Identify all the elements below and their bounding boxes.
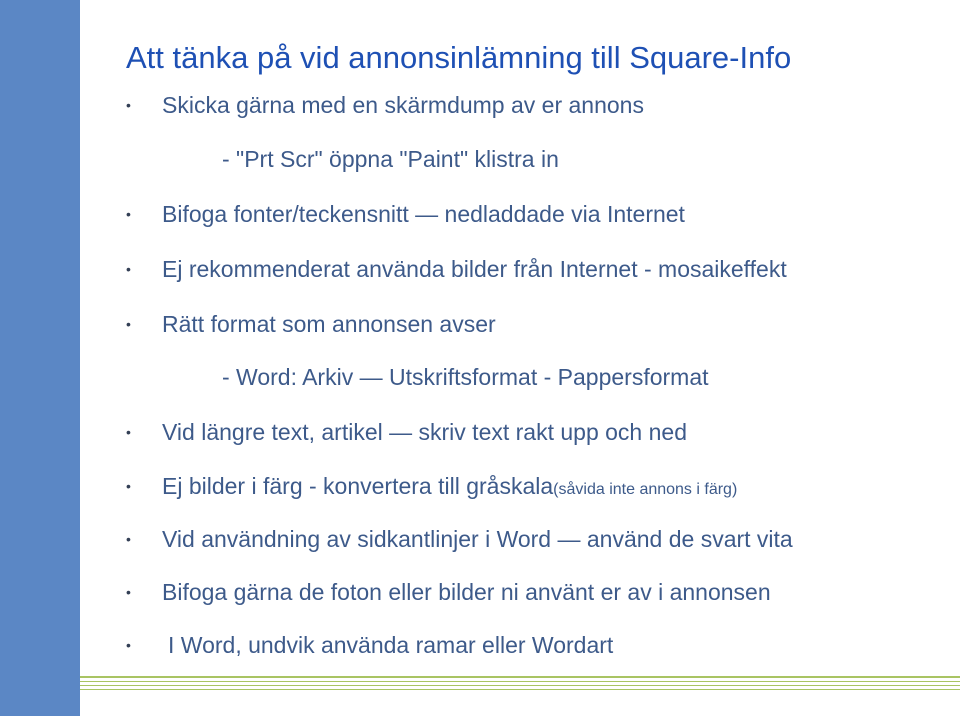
list-item (126, 308, 496, 340)
list-item-text: - Word: Arkiv — Utskriftsformat - Pappersformat (222, 364, 709, 390)
bullet-icon: • (126, 316, 131, 332)
list-item-text: Bifoga fonter/teckensnitt — nedladdade via Internet (162, 201, 685, 227)
list-item (222, 143, 559, 175)
list-item (126, 576, 771, 608)
bullet-icon: • (126, 584, 131, 600)
list-item (126, 629, 613, 661)
bullet-icon: • (126, 424, 131, 440)
list-item (222, 361, 709, 393)
footer-line (80, 681, 960, 682)
list-item (126, 416, 687, 448)
bullet-icon: • (126, 637, 131, 653)
list-item-text: I Word, undvik använda ramar eller Wordart (168, 632, 614, 658)
footer-line (80, 676, 960, 678)
list-item-note: (såvida inte annons i färg) (553, 481, 738, 498)
list-item (126, 253, 787, 285)
list-item-text: Skicka gärna med en skärmdump av er annons (162, 92, 644, 118)
bullet-icon: • (126, 261, 131, 277)
bullet-icon: • (126, 531, 131, 547)
footer-line (80, 689, 960, 690)
list-item-text (162, 470, 737, 506)
list-item (126, 198, 685, 230)
slide-title: Att tänka på vid annonsinlämning till Square-Info (126, 40, 792, 75)
list-item (126, 89, 644, 121)
footer-divider-lines (80, 676, 960, 696)
list-item-text: Ej rekommenderat använda bilder från Internet - mosaikeffekt (162, 256, 787, 282)
list-item-text: Rätt format som annonsen avser (162, 311, 496, 337)
list-item-main-text: Ej bilder i färg - konvertera till gråskala (162, 473, 554, 499)
list-item-text: Vid användning av sidkantlinjer i Word — använd de svart vita (162, 526, 793, 552)
bullet-icon: • (126, 97, 131, 113)
bullet-icon: • (126, 206, 131, 222)
footer-line (80, 685, 960, 686)
list-item-text: Bifoga gärna de foton eller bilder ni använt er av i annonsen (162, 579, 771, 605)
bullet-icon: • (126, 478, 131, 494)
list-item (126, 523, 793, 555)
list-item-text: Vid längre text, artikel — skriv text rakt upp och ned (162, 419, 687, 445)
list-item (126, 470, 737, 502)
list-item-text: - "Prt Scr" öppna "Paint" klistra in (222, 146, 559, 172)
